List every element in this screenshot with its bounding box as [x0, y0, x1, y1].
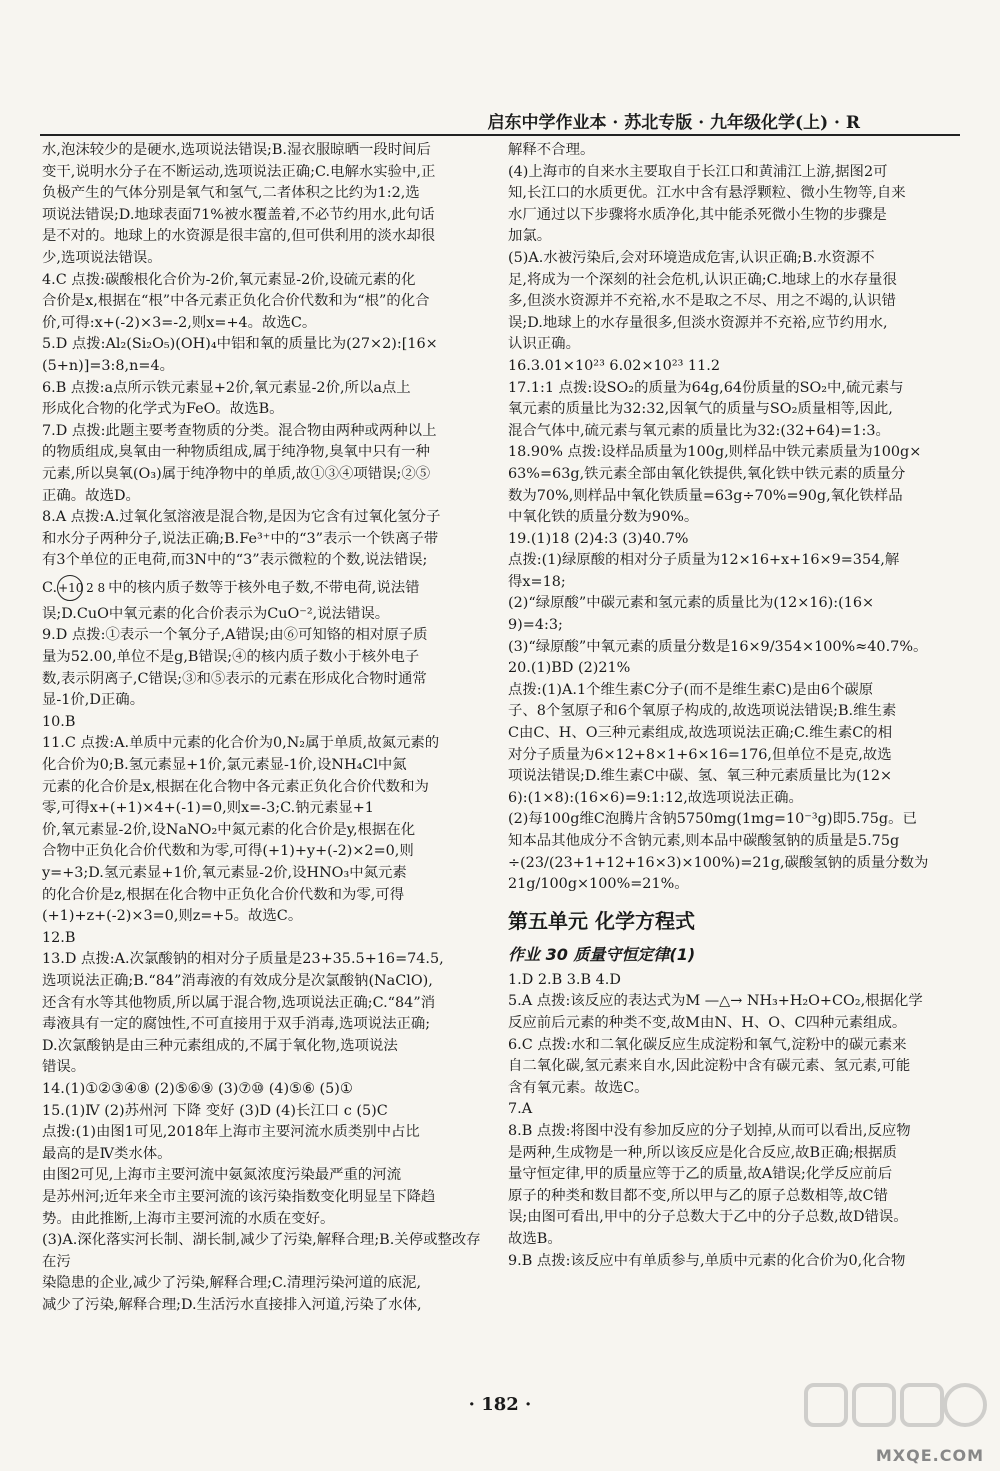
text-line: 合价是x,根据在“根”中各元素正负化合价代数和为“根”的化合 [42, 293, 430, 310]
text-line: (+1)+z+(-2)×3=0,则z=+5。故选C。 [42, 908, 303, 925]
text-line: 6):(1×8):(16×6)=9:1:12,故选项说法正确。 [508, 789, 803, 806]
text-line: (4)上海市的自来水主要取自于长江口和黄浦江上游,据图2可 [508, 163, 888, 180]
text-line: 反应前后元素的种类不变,故M由N、H、O、C四种元素组成。 [508, 1014, 907, 1031]
text-line: 13.D 点拨:A.次氯酸钠的相对分子质量是23+35.5+16=74.5, [42, 951, 444, 968]
text-line: 中氧化铁的质量分数为90%。 [508, 509, 699, 526]
text-line: 18.90% 点拨:设样品质量为100g,则样品中铁元素质量为100g× [508, 444, 922, 461]
text-line: 数为70%,则样品中氧化铁质量=63g÷70%=90g,氧化铁样品 [508, 487, 903, 504]
text-line: 的化合价是z,根据在化合物中正负化合价代数和为零,可得 [42, 886, 405, 903]
text-line: 解释不合理。 [508, 142, 595, 158]
text-line: 17.1:1 点拨:设SO₂的质量为64g,64份质量的SO₂中,硫元素与 [508, 379, 904, 396]
text-line: 12.B [42, 929, 76, 946]
text-line: 21g/100g×100%=21%。 [508, 876, 689, 893]
text-line: 还含有水等其他物质,所以属于混合物,选项说法正确;C.“84”消 [42, 994, 436, 1011]
text-line: 8.A 点拨:A.过氧化氢溶液是混合物,是因为它含有过氧化氢分子 [42, 509, 441, 526]
text-line: 5.D 点拨:Al₂(Si₂O₅)(OH)₄中铝和氧的质量比为(27×2):[16× [42, 336, 438, 353]
text-line: 有3个单位的正电荷,而3N中的“3”表示微粒的个数,说法错误; [42, 552, 428, 569]
text-line: 形成化合物的化学式为FeO。故选B。 [42, 401, 284, 418]
text-line: 16.3.01×10²³ 6.02×10²³ 11.2 [508, 357, 720, 374]
unit-title: 第五单元 化学方程式 [508, 908, 695, 933]
text-line: 显-1价,D正确。 [42, 692, 145, 709]
text-line: 数,表示阴离子,C错误;③和⑤表示的元素在形成化合物时通常 [42, 670, 427, 687]
text-line: 价,可得:x+(-2)×3=-2,则x=+4。故选C。 [42, 314, 317, 331]
text-line: 减少了污染,解释合理;D.生活污水直接排入河道,污染了水体, [42, 1296, 422, 1313]
text-line: 19.(1)18 (2)4:3 (3)40.7% [508, 530, 689, 547]
text-line: 加氯。 [508, 228, 552, 245]
atom-nucleus-icon: +10 [57, 575, 83, 601]
right-column [508, 140, 956, 1272]
text-line: 元素,所以臭氧(O₃)属于纯净物中的单质,故①③④项错误;②⑤ [42, 465, 431, 482]
text-line: 自二氧化碳,氢元素来自水,因此淀粉中含有碳元素、氢元素,可能 [508, 1058, 911, 1075]
text-line: 20.(1)BD (2)21% [508, 660, 631, 677]
text-line: 合物中正负化合价代数和为零,可得(+1)+y+(-2)×2=0,则 [42, 843, 414, 860]
text-line: 故选B。 [508, 1230, 562, 1247]
text-line: 量为52.00,单位不是g,B错误;④的核内质子数小于核外电子 [42, 649, 420, 666]
text-line: 点拨:(1)由图1可见,2018年上海市主要河流水质类别中占比 [42, 1124, 420, 1141]
electron-shells: 2 8 [86, 580, 106, 595]
text-line: 价,氧元素显-2价,设NaNO₂中氮元素的化合价是y,根据在化 [42, 821, 416, 838]
text-line: 毒液具有一定的腐蚀性,不可直接用于双手消毒,选项说法正确; [42, 1016, 431, 1033]
page-header [40, 104, 960, 136]
text-line: 是两种,生成物是一种,所以该反应是化合反应,故B正确;根据质 [508, 1144, 897, 1161]
text-line: 零,可得x+(+1)×4+(-1)=0,则x=-3;C.钠元素显+1 [42, 800, 374, 817]
text-line: (5+n)]=3:8,n=4。 [42, 357, 174, 374]
text-line: 9.B 点拨:该反应中有单质参与,单质中元素的化合价为0,化合物 [508, 1252, 906, 1269]
text-line: 原子的种类和数目都不变,所以甲与乙的原子总数相等,故C错 [508, 1187, 888, 1204]
text-line: 6.C 点拨:水和二氧化碳反应生成淀粉和氧气,淀粉中的碳元素来 [508, 1036, 907, 1053]
text-line: (5)A.水被污染后,会对环境造成危害,认识正确;B.水资源不 [508, 249, 875, 266]
text-line: C由C、H、O三种元素组成,故选项说法正确;C.维生素C的相 [508, 725, 893, 742]
text-line: 5.A 点拨:该反应的表达式为M —△→ NH₃+H₂O+CO₂,根据化学 [508, 993, 923, 1010]
text-line: 混合气体中,硫元素与氧元素的质量比为32:(32+64)=1:3。 [508, 422, 890, 439]
text-line: 误;由图可看出,甲中的分子总数大于乙中的分子总数,故D错误。 [508, 1209, 908, 1226]
text-line: 点拨:(1)绿原酸的相对分子质量为12×16+x+16×9=354,解 [508, 552, 900, 569]
text-line: 的物质组成,臭氧由一种物质组成,属于纯净物,臭氧中只有一种 [42, 444, 430, 461]
text-line: 是不对的。地球上的水资源是很丰富的,但可供利用的淡水却很 [42, 228, 436, 245]
text-line: 知,长江口的水质更优。江水中含有悬浮颗粒、微小生物等,自来 [508, 185, 906, 202]
text-line: 多,但淡水资源并不充裕,水不是取之不尽、用之不竭的,认识错 [508, 293, 896, 310]
text-line: 对分子质量为6×12+8×1+6×16=176,但单位不是克,故选 [508, 746, 892, 763]
atom-diagram-line: C.+10 2 8 中的核内质子数等于核外电子数,不带电荷,说法错 [42, 572, 490, 604]
left-column-part1 [42, 140, 490, 572]
text-line: 项说法错误;D.维生素C中碳、氢、氧三种元素质量比为(12× [508, 768, 893, 785]
text-line: 子、8个氢原子和6个氧原子构成的,故选项说法错误;B.维生素 [508, 703, 897, 720]
text-line: 负极产生的气体分别是氧气和氢气,二者体积之比约为1:2,选 [42, 185, 420, 202]
text-line: 项说法错误;D.地球表面71%被水覆盖着,不必节约用水,此句话 [42, 206, 435, 223]
text-line: 10.B [42, 713, 76, 730]
left-column-part2 [42, 604, 490, 1317]
header-title: 启东中学作业本 · 苏北专版 · 九年级化学(上) · R [487, 113, 860, 133]
text-line: (3)A.深化落实河长制、湖长制,减少了污染,解释合理;B.关停或整改存在污 [42, 1232, 481, 1270]
text-line: 1.D 2.B 3.B 4.D [508, 971, 621, 988]
text-line: 知本品其他成分不含钠元素,则本品中碳酸氢钠的质量是5.75g [508, 833, 900, 849]
text-line: 水厂通过以下步骤将水质净化,其中能杀死微小生物的步骤是 [508, 206, 887, 223]
text-line: 9)=4:3; [508, 617, 563, 634]
text-line: 15.(1)Ⅳ (2)苏州河 下降 变好 (3)D (4)长江口 c (5)C [42, 1102, 388, 1119]
text-line: 元素的化合价是x,根据在化合物中各元素正负化合价代数和为 [42, 778, 429, 795]
text-line: 正确。故选D。 [42, 487, 140, 504]
page-number: · 182 · [468, 1394, 532, 1415]
text-line: (3)“绿原酸”中氧元素的质量分数是16×9/354×100%≈40.7%。 [508, 638, 928, 655]
text-line: 6.B 点拨:a点所示铁元素显+2价,氧元素显-2价,所以a点上 [42, 379, 411, 396]
text-line: 11.C 点拨:A.单质中元素的化合价为0,N₂属于单质,故氮元素的 [42, 735, 440, 752]
text-line: ÷(23/(23+1+12+16×3)×100%)=21g,碳酸氢钠的质量分数为 [508, 854, 929, 871]
text-line: 变干,说明水分子在不断运动,选项说法正确;C.电解水实验中,正 [42, 163, 436, 180]
text-line: 含有氧元素。故选C。 [508, 1079, 649, 1096]
text-line: 选项说法正确;B.“84”消毒液的有效成分是次氯酸钠(NaClO), [42, 972, 433, 989]
watermark-text: MXQE.COM [875, 1446, 984, 1465]
text-line: (2)“绿原酸”中碳元素和氢元素的质量比为(12×16):(16× [508, 595, 875, 612]
text-line: 足,将成为一个深刻的社会危机,认识正确;C.地球上的水存量很 [508, 271, 897, 288]
text-line: 7.A [508, 1101, 533, 1118]
text-line: 4.C 点拨:碳酸根化合价为-2价,氧元素显-2价,设硫元素的化 [42, 271, 416, 288]
text-line: (2)每100g维C泡腾片含钠5750mg(1mg=10⁻³g)即5.75g。已 [508, 811, 917, 828]
text-line: 8.B 点拨:将图中没有参加反应的分子划掉,从而可以看出,反应物 [508, 1122, 911, 1139]
text-line: 化合价为0;B.氢元素显+1价,氯元素显-1价,设NH₄Cl中氮 [42, 757, 407, 774]
text-line: 势。由此推断,上海市主要河流的水质在变好。 [42, 1210, 335, 1227]
text-line: 是苏州河;近年来全市主要河流的该污染指数变化明显呈下降趋 [42, 1188, 436, 1205]
text-line: 63%=63g,铁元素全部由氧化铁提供,氧化铁中铁元素的质量分 [508, 465, 906, 482]
text-line: 误;D.CuO中氧元素的化合价表示为CuO⁻²,说法错误。 [42, 605, 390, 622]
text-line: 误;D.地球上的水存量很多,但淡水资源并不充裕,应节约用水, [508, 314, 888, 331]
right-column-part2 [508, 970, 956, 1272]
text-line: 错误。 [42, 1059, 86, 1076]
text-line: 量守恒定律,甲的质量应等于乙的质量,故A错误;化学反应前后 [508, 1166, 893, 1183]
text-line: 14.(1)①②③④⑧ (2)⑤⑥⑨ (3)⑦⑩ (4)⑤⑥ (5)① [42, 1080, 353, 1097]
text-line: 由图2可见,上海市主要河流中氨氮浓度污染最严重的河流 [42, 1167, 402, 1184]
text-line: 点拨:(1)A.1个维生素C分子(而不是维生素C)是由6个碳原 [508, 681, 874, 698]
text-line: 认识正确。 [508, 336, 580, 353]
homework-title: 作业 30 质量守恒定律(1) [508, 944, 696, 964]
text-line: D.次氯酸钠是由三种元素组成的,不属于氧化物,选项说法 [42, 1037, 398, 1054]
text-line: 氧元素的质量比为32:32,因氧气的质量与SO₂质量相等,因此, [508, 401, 893, 418]
text-line: y=+3;D.氢元素显+1价,氧元素显-2价,设HNO₃中氮元素 [42, 865, 407, 881]
right-column-part1 [508, 140, 956, 896]
text-line: 最高的是Ⅳ类水体。 [42, 1145, 172, 1162]
text-line: 9.D 点拨:①表示一个氧分子,A错误;由⑥可知铬的相对原子质 [42, 627, 428, 644]
text-line: 7.D 点拨:此题主要考查物质的分类。混合物由两种或两种以上 [42, 422, 437, 439]
text-line: 水,泡沫较少的是硬水,选项说法错误;B.湿衣服晾晒一段时间后 [42, 142, 431, 158]
text-line: 得x=18; [508, 573, 566, 590]
text-line: 和水分子两种分子,说法正确;B.Fe³⁺中的“3”表示一个铁离子带 [42, 530, 439, 547]
left-column [42, 140, 490, 1316]
text-line: 少,选项说法错误。 [42, 249, 162, 266]
text-line: 染隐患的企业,减少了污染,解释合理;C.清理污染河道的底泥, [42, 1275, 422, 1292]
